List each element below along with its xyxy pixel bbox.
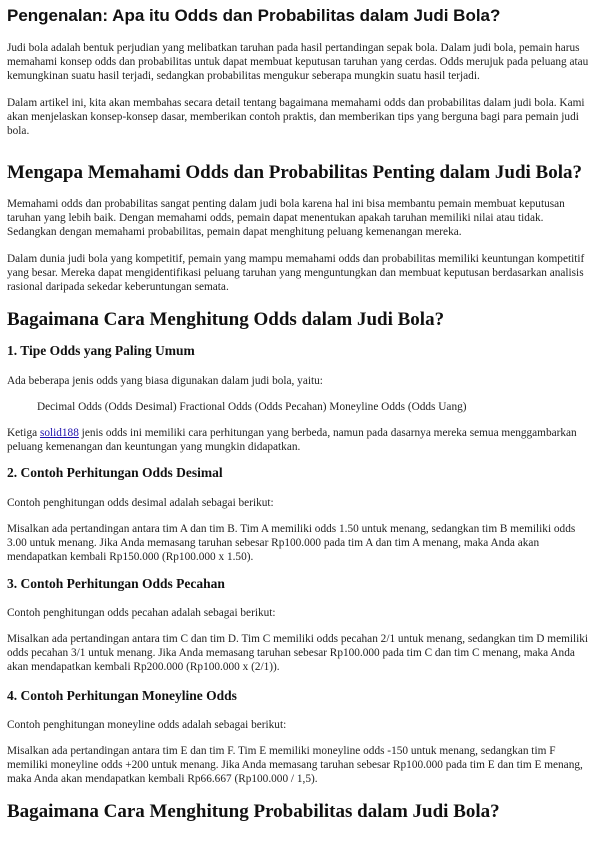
moneyline-odds-example: Misalkan ada pertandingan antara tim E dan tim F. Tim E memiliki moneyline odds -150 untuk menang, sedangkan tim F memiliki moneyline odds +200 untuk menang. Jika Anda memasang taruhan sebesar Rp100.000 pada tim E dan tim E menang, maka Anda akan mendapatkan kembali Rp66.667 (Rp100.000 / 1,5).: [7, 745, 583, 786]
how-odds-heading: Bagaimana Cara Menghitung Odds dalam Judi Bola?: [7, 309, 445, 330]
intro-paragraph-2: Dalam artikel ini, kita akan membahas secara detail tentang bagaimana memahami odds dan probabilitas dalam judi bola. Kami akan menjelaskan konsep-konsep dasar, memberikan contoh praktis, dan memberikan tips yang berguna bagi para pemain judi bola.: [7, 97, 585, 138]
how-probability-heading: Bagaimana Cara Menghitung Probabilitas dalam Judi Bola?: [7, 801, 500, 822]
intro-heading: Pengenalan: Apa itu Odds dan Probabilitas dalam Judi Bola?: [7, 6, 501, 25]
decimal-odds-intro: Contoh penghitungan odds desimal adalah sebagai berikut:: [7, 497, 274, 509]
why-paragraph-1: Memahami odds dan probabilitas sangat penting dalam judi bola karena hal ini bisa membantu pemain membuat keputusan taruhan yang lebih baik. Dengan memahami odds, pemain dapat menentukan apakah taruhan memiliki nilai atau tidak. Sedangkan dengan memahami probabilitas, pemain dapat menghitung peluang kemenangan mereka.: [7, 198, 565, 239]
why-heading: Mengapa Memahami Odds dan Probabilitas Penting dalam Judi Bola?: [7, 162, 583, 183]
odds-types-heading: 1. Tipe Odds yang Paling Umum: [7, 343, 195, 358]
intro-paragraph-1: Judi bola adalah bentuk perjudian yang melibatkan taruhan pada hasil pertandingan sepak bola. Dalam judi bola, pemain harus memahami konsep odds dan probabilitas untuk dapat membuat keputusan taruhan yang cerdas. Odds merujuk pada peluang atau kemungkinan suatu hasil terjadi, sedangkan probabilitas mengukur seberapa mungkin suatu hasil terjadi.: [7, 42, 589, 83]
fractional-odds-intro: Contoh penghitungan odds pecahan adalah sebagai berikut:: [7, 607, 276, 619]
odds-types-text-before: Ketiga: [7, 427, 40, 439]
odds-types-paragraph: [7, 426, 592, 454]
moneyline-odds-heading: 4. Contoh Perhitungan Moneyline Odds: [7, 688, 237, 703]
odds-types-list: Decimal Odds (Odds Desimal) Fractional Odds (Odds Pecahan) Moneyline Odds (Odds Uang): [37, 401, 467, 413]
moneyline-odds-intro: Contoh penghitungan moneyline odds adalah sebagai berikut:: [7, 719, 287, 731]
odds-types-intro: Ada beberapa jenis odds yang biasa digunakan dalam judi bola, yaitu:: [7, 375, 323, 387]
decimal-odds-heading: 2. Contoh Perhitungan Odds Desimal: [7, 465, 223, 480]
why-paragraph-2: Dalam dunia judi bola yang kompetitif, pemain yang mampu memahami odds dan probabilitas memiliki keuntungan kompetitif yang besar. Mereka dapat mengidentifikasi peluang taruhan yang menguntungkan dan membuat keputusan berdasarkan analisis rasional daripada sekedar keberuntungan semata.: [7, 253, 585, 294]
odds-types-text-after: jenis odds ini memiliki cara perhitungan yang berbeda, namun pada dasarnya mereka semua menggambarkan peluang kemenangan dan keuntungan yang mungkin didapatkan.: [7, 427, 577, 454]
decimal-odds-example: Misalkan ada pertandingan antara tim A dan tim B. Tim A memiliki odds 1.50 untuk menang, sedangkan tim B memiliki odds 3.00 untuk menang. Jika Anda memasang taruhan sebesar Rp100.000 pada tim A dan tim A menang, maka Anda akan mendapatkan kembali Rp150.000 (Rp100.000 x 1.50).: [7, 523, 576, 564]
solid188-link[interactable]: solid188: [39, 427, 79, 439]
fractional-odds-example: Misalkan ada pertandingan antara tim C dan tim D. Tim C memiliki odds pecahan 2/1 untuk menang, sedangkan tim D memiliki odds pecahan 3/1 untuk menang. Jika Anda memasang taruhan sebesar Rp100.000 pada tim C dan tim C menang, maka Anda akan mendapatkan kembali Rp200.000 (Rp100.000 x (2/1)).: [7, 633, 589, 674]
fractional-odds-heading: 3. Contoh Perhitungan Odds Pecahan: [7, 576, 225, 591]
